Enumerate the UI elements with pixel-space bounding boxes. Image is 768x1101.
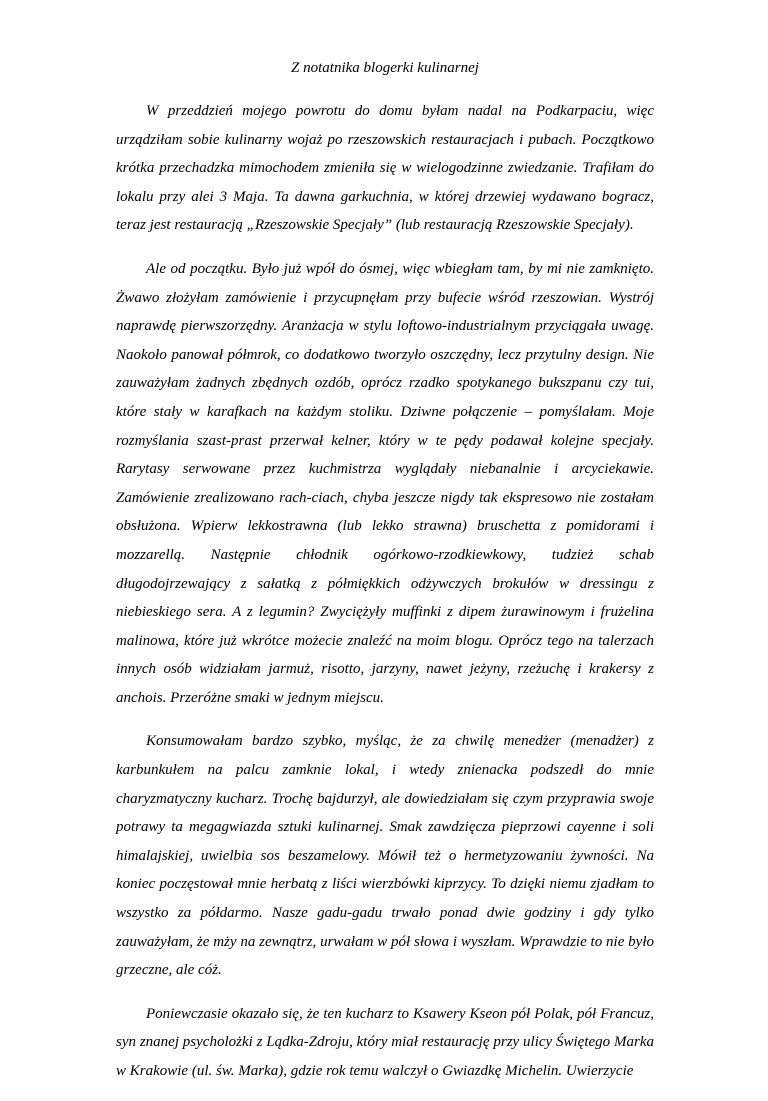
- paragraph-1: W przeddzień mojego powrotu do domu byłam nadal na Podkarpaciu, więc urządziłam sobie kulinarny wojaż po rzeszowskich restauracjach i pubach. Początkowo krótka przechadzka mimochodem zmieniła się w wielogodzinne zwiedzanie. Trafiłam do lokalu przy alei 3 Maja. Ta dawna garkuchnia, w której drzewiej wydawano bogracz, teraz jest restauracją „Rzeszowskie Specjały” (lub restauracją Rzeszowskie Specjały).: [116, 103, 654, 234]
- paragraph-3: Konsumowałam bardzo szybko, myśląc, że za chwilę menedżer (menadżer) z karbunkułem na palcu zamknie lokal, i wtedy znienacka podszedł do mnie charyzmatyczny kucharz. Trochę bajdurzył, ale dowiedziałam się czym przyprawia swoje potrawy ta megagwiazda sztuki kulinarnej. Smak zawdzięcza pieprzowi cayenne i soli himalajskiej, uwielbia sos beszamelowy. Mówił też o hermetyzowaniu żywności. Na koniec poczęstował mnie herbatą z liści wierzbówki kiprzycy. To dzięki niemu zjadłam to wszystko za półdarmo. Nasze gadu-gadu trwało ponad dwie godziny i gdy tylko zauważyłam, że mży na zewnątrz, urwałam w pół słowa i wyszłam. Wprawdzie to nie było grzeczne, ale cóż.: [116, 733, 654, 979]
- document-title: Z notatnika blogerki kulinarnej: [291, 60, 479, 76]
- paragraph-4: Poniewczasie okazało się, że ten kucharz to Ksawery Kseon pół Polak, pół Francuz, syn znanej psycholożki z Lądka-Zdroju, który miał restaurację przy ulicy Świętego Marka w Krakowie (ul. św. Marka), gdzie rok temu walczył o Gwiazdkę Michelin. Uwierzycie: [116, 1005, 654, 1079]
- paragraph-2: Ale od początku. Było już wpół do ósmej, więc wbiegłam tam, by mi nie zamknięto. Żwawo złożyłam zamówienie i przycupnęłam przy bufecie wśród rzeszowian. Wystrój naprawdę pierwszorzędny. Aranżacja w stylu loftowo-industrialnym przyciągała uwagę. Naokoło panował półmrok, co dodatkowo tworzyło oszczędny, lecz przytulny design. Nie zauważyłam żadnych zbędnych ozdób, oprócz rzadko spotykanego bukszpanu czy tui, które stały w karafkach na każdym stoliku. Dziwne połączenie – pomyślałam. Moje rozmyślania szast-prast przerwał kelner, który w te pędy podawał kolejne specjały. Rarytasy serwowane przez kuchmistrza wyglądały niebanalnie i arcyciekawie. Zamówienie zrealizowano rach-ciach, chyba jeszcze nigdy tak ekspresowo nie zostałam obsłużona. Wpierw lekkostrawna (lub lekko strawna) bruschetta z pomidorami i mozzarellą. Następnie chłodnik ogórkowo-rzodkiewkowy, tudzież schab długodojrzewający z sałatką z półmiękkich odżywczych brokułów w dressingu z niebieskiego sera. A z legumin? Zwyciężyły muffinki z dipem żurawinowym i frużelina malinowa, które już wkrótce możecie znaleźć na moim blogu. Oprócz tego na talerzach innych osób widziałam jarmuż, risotto, jarzyny, nawet jeżyny, rzeżuchę i krakersy z anchois. Przeróżne smaki w jednym miejscu.: [116, 260, 654, 706]
- document-page: [116, 58, 654, 1101]
